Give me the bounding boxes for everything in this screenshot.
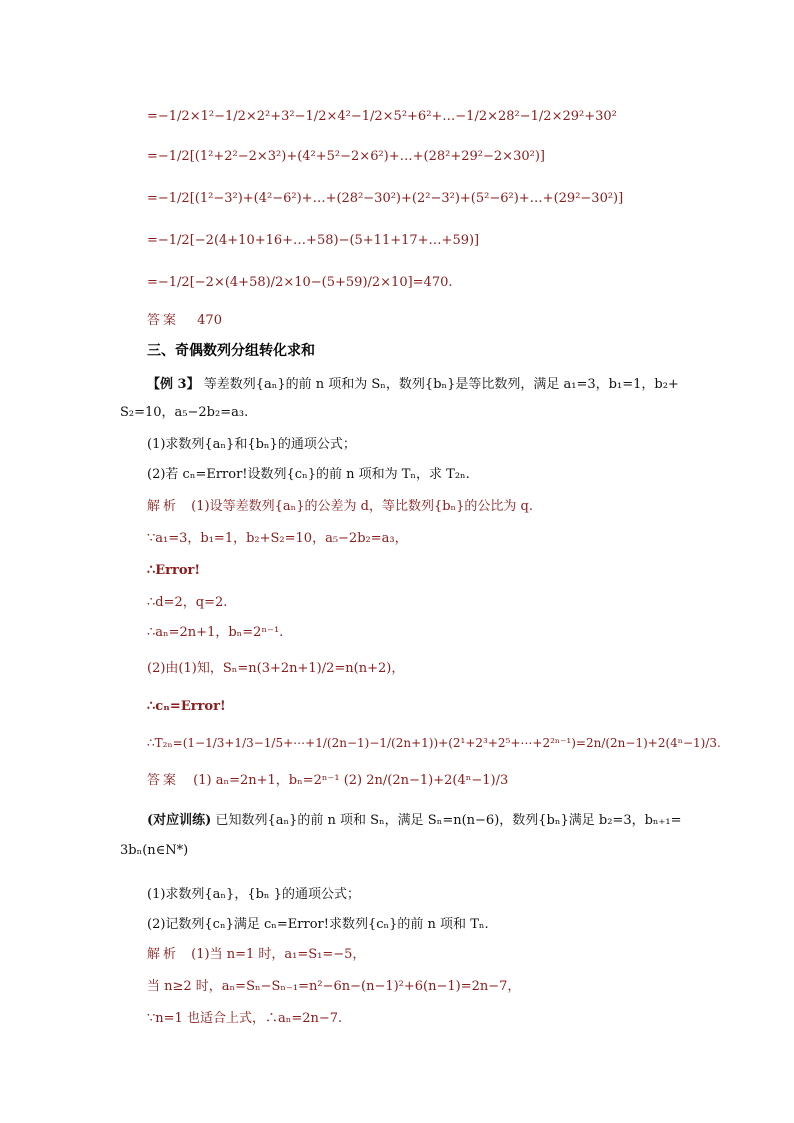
equation-line-3: =−1/2[(1²−3²)+(4²−6²)+…+(28²−30²)+(2²−3²)+(5²−6²)+…+(29²−30²)] <box>147 191 624 206</box>
equation-line-4: =−1/2[−2(4+10+16+…+58)−(5+11+17+…+59)] <box>147 233 480 248</box>
answer-value: 470 <box>197 313 222 328</box>
training-solution-line-1 <box>147 946 365 964</box>
training-solution-label: 解析 <box>147 947 180 962</box>
training-text-1: 已知数列{aₙ}的前 n 项和 Sₙ，满足 Sₙ=n(n−6)，数列{bₙ}满足 b₂=3，bₙ₊₁= <box>215 813 682 828</box>
equation-line-2: =−1/2[(1²+2²−2×3²)+(4²+5²−2×6²)+…+(28²+29²−2×30²)] <box>147 149 545 164</box>
training-solution-line-2: 当 n≥2 时，aₙ=Sₙ−Sₙ₋₁=n²−6n−(n−1)²+6(n−1)=2n−7， <box>147 979 521 994</box>
answer-label-2: 答案 <box>147 773 180 788</box>
example-3-question-1: (1)求数列{aₙ}和{bₙ}的通项公式； <box>147 437 356 452</box>
training-tag: (对应训练) <box>147 813 212 828</box>
solution-line-3: ∴Error! <box>147 563 201 578</box>
solution-line-2: ∵a₁=3，b₁=1，b₂+S₂=10，a₅−2b₂=a₃， <box>147 531 408 546</box>
solution-line-5: ∴aₙ=2n+1，bₙ=2ⁿ⁻¹. <box>147 625 284 640</box>
example-3-line-2: S₂=10，a₅−2b₂=a₃. <box>120 405 249 420</box>
solution-line-7: ∴cₙ=Error! <box>147 699 226 714</box>
equation-line-1: =−1/2×1²−1/2×2²+3²−1/2×4²−1/2×5²+6²+…−1/2×28²−1/2×29²+30² <box>147 109 617 124</box>
training-question-1: (1)求数列{aₙ}，{bₙ }的通项公式； <box>147 887 360 902</box>
equation-line-5: =−1/2[−2×(4+58)/2×10−(5+59)/2×10]=470. <box>147 275 453 290</box>
answer-value-2: (1) aₙ=2n+1，bₙ=2ⁿ⁻¹ (2) 2n/(2n−1)+2(4ⁿ−1)/3 <box>193 773 509 788</box>
solution-line-8: ∴T₂ₙ=(1−1/3+1/3−1/5+⋯+1/(2n−1)−1/(2n+1))+(2¹+2³+2⁵+⋯+2²ⁿ⁻¹)=2n/(2n−1)+2(4ⁿ−1)/3. <box>147 736 721 750</box>
training-solution-line-3: ∵n=1 也适合上式，∴aₙ=2n−7. <box>147 1011 343 1026</box>
solution-line-6: (2)由(1)知，Sₙ=n(3+2n+1)/2=n(n+2)， <box>147 661 405 676</box>
solution-line-1 <box>147 498 533 516</box>
section-heading: 三、奇偶数列分组转化求和 <box>147 343 315 359</box>
answer-row-2 <box>147 772 508 790</box>
example-text-1: 等差数列{aₙ}的前 n 项和为 Sₙ，数列{bₙ}是等比数列，满足 a₁=3，b₁=1，b₂+ <box>203 377 679 392</box>
example-3-line-1 <box>147 376 679 394</box>
answer-row-1 <box>147 312 222 330</box>
solution-label: 解析 <box>147 499 180 514</box>
training-question-2: (2)记数列{cₙ}满足 cₙ=Error!求数列{cₙ}的前 n 项和 Tₙ. <box>147 917 489 932</box>
solution-text-1: (1)设等差数列{aₙ}的公差为 d，等比数列{bₙ}的公比为 q. <box>191 499 534 514</box>
answer-label: 答案 <box>147 313 180 328</box>
example-tag: 【例 3】 <box>147 377 200 392</box>
example-3-question-2: (2)若 cₙ=Error!设数列{cₙ}的前 n 项和为 Tₙ，求 T₂ₙ. <box>147 467 470 482</box>
training-line-1 <box>147 812 682 830</box>
training-line-2: 3bₙ(n∈N*) <box>120 843 189 858</box>
training-solution-text-1: (1)当 n=1 时，a₁=S₁=−5， <box>191 947 366 962</box>
solution-line-4: ∴d=2，q=2. <box>147 595 228 610</box>
